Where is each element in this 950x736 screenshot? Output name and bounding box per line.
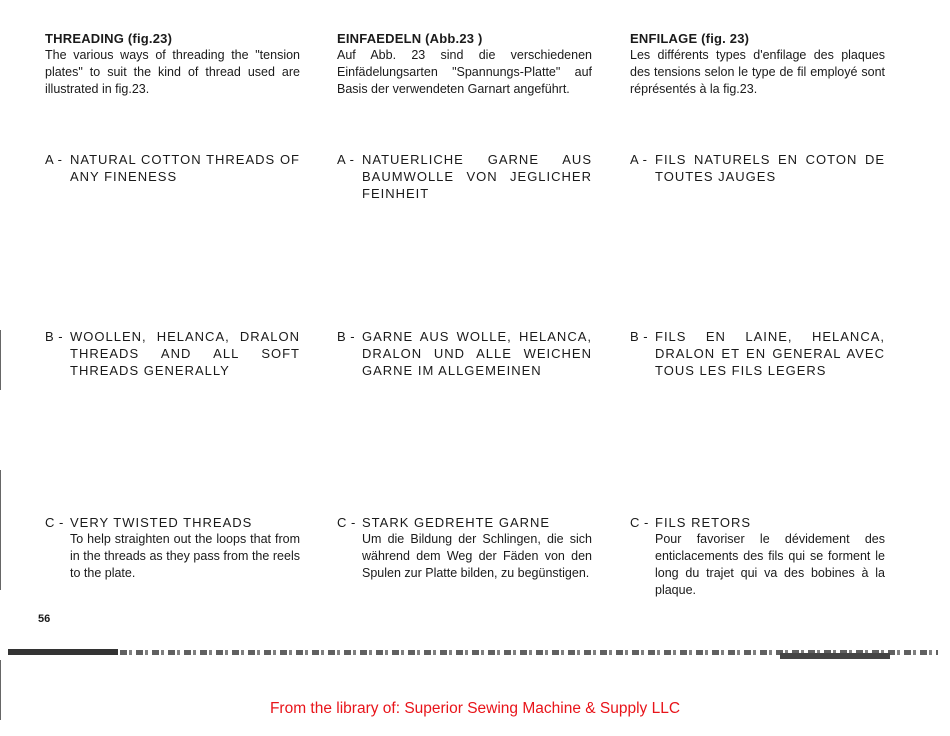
page-number: 56 [38, 613, 51, 625]
section-intro: Auf Abb. 23 sind die verschiedenen Einfädelungsarten "Spannungs-Platte" auf Basis der verwendeten Garnart angeführt. [337, 48, 592, 96]
item-letter: C - [337, 515, 356, 530]
item-title: NATURAL COTTON THREADS OF ANY FINENESS [70, 152, 300, 184]
section-intro: The various ways of threading the "tension plates" to suit the kind of thread used are illustrated in fig.23. [45, 48, 300, 96]
section-intro: Les différents types d'enfilage des plaques des tensions selon le type de fil employé sont réprésentés à la fig.23. [630, 48, 885, 96]
item-letter: A - [630, 152, 648, 167]
item-title: FILS EN LAINE, HELANCA, DRALON ET EN GENERAL AVEC TOUS LES FILS LEGERS [655, 329, 885, 378]
item-description: To help straighten out the loops that from in the threads as they pass from the reels to the plate. [70, 532, 300, 580]
section-heading: ENFILAGE (fig. 23) [630, 31, 750, 46]
item-b [45, 328, 300, 379]
item-letter: A - [337, 152, 355, 167]
item-description: Pour favoriser le dévidement des enticlacements des fils qui se forment le long du trajet qui va des bobines à la plaque. [655, 532, 885, 597]
item-c [45, 514, 300, 582]
item-c [630, 514, 885, 599]
scan-edge-mark [0, 470, 1, 590]
scan-divider-dark-right [780, 653, 890, 659]
section-heading: EINFAEDELN (Abb.23 ) [337, 31, 483, 46]
item-description: Um die Bildung der Schlingen, die sich während dem Weg der Fäden von den Spulen zur Platte bilden, zu begünstigen. [362, 532, 592, 580]
item-letter: C - [45, 515, 64, 530]
item-title: GARNE AUS WOLLE, HELANCA, DRALON UND ALLE WEICHEN GARNE IM ALLGEMEINEN [362, 329, 592, 378]
item-title: WOOLLEN, HELANCA, DRALON THREADS AND ALL SOFT THREADS GENERALLY [70, 329, 300, 378]
item-title: NATUERLICHE GARNE AUS BAUMWOLLE VON JEGLICHER FEINHEIT [362, 152, 592, 201]
column-german [337, 30, 592, 580]
column-english [45, 30, 300, 580]
item-a [337, 151, 592, 202]
item-a [45, 151, 300, 185]
scan-divider-dark-left [8, 649, 118, 655]
section-heading: THREADING (fig.23) [45, 31, 173, 46]
item-letter: A - [45, 152, 63, 167]
item-letter: B - [630, 329, 649, 344]
item-letter: B - [45, 329, 64, 344]
library-credit: From the library of: Superior Sewing Machine & Supply LLC [269, 700, 681, 717]
item-letter: C - [630, 515, 649, 530]
column-french [630, 30, 885, 597]
scan-edge-mark [0, 330, 1, 390]
item-letter: B - [337, 329, 356, 344]
item-b [630, 328, 885, 379]
item-a [630, 151, 885, 185]
item-title: VERY TWISTED THREADS [70, 515, 253, 530]
item-b [337, 328, 592, 379]
item-title: STARK GEDREHTE GARNE [362, 515, 551, 530]
item-title: FILS NATURELS EN COTON DE TOUTES JAUGES [655, 152, 885, 184]
item-title: FILS RETORS [655, 515, 752, 530]
item-c [337, 514, 592, 582]
